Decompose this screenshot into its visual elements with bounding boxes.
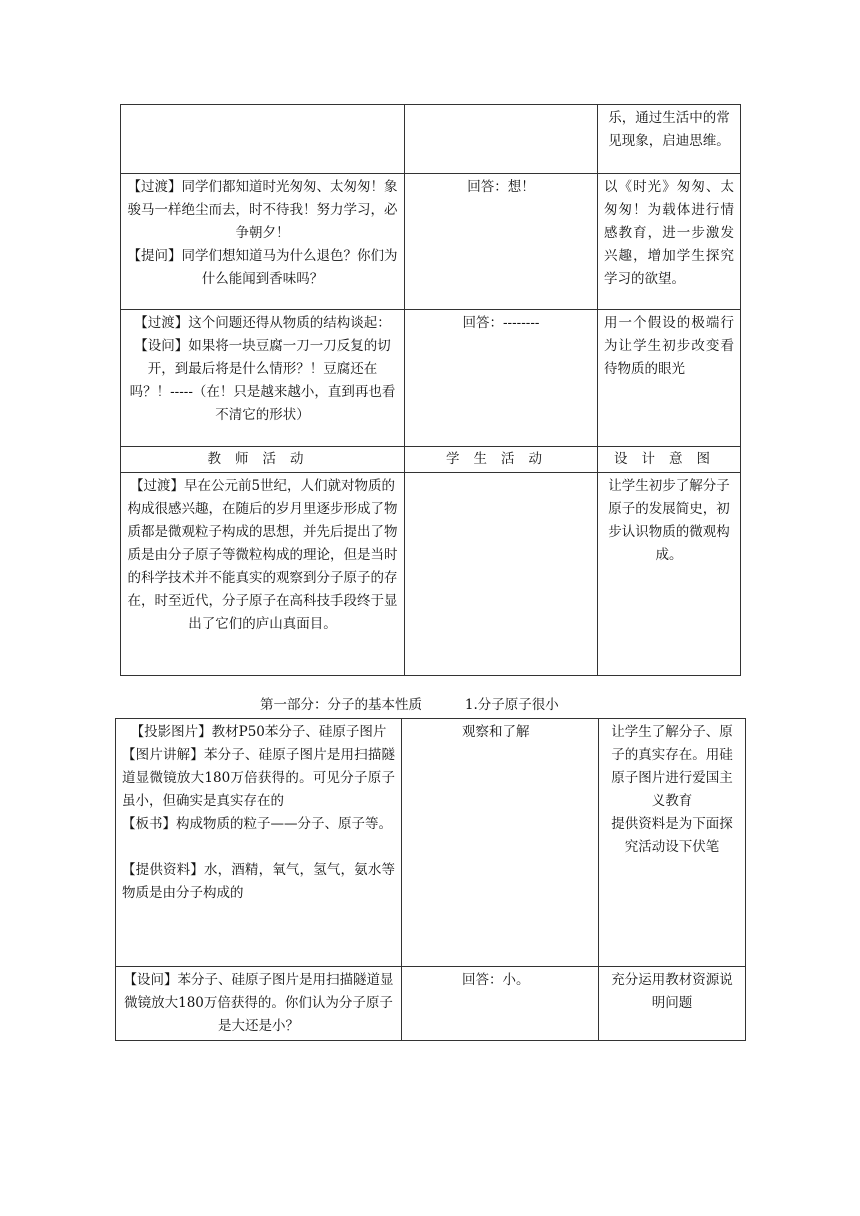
student-cell: 回答：-------- — [405, 310, 598, 447]
design-cell — [599, 719, 746, 967]
teacher-cell — [121, 105, 405, 174]
teacher-text: 【提问】同学们想知道马为什么退色？你们为什么能闻到香味吗？ — [127, 248, 398, 287]
table-row — [116, 719, 746, 967]
teacher-cell: 【过渡】早在公元前5世纪，人们就对物质的构成很感兴趣，在随后的岁月里逐步形成了物质都是微观粒子构成的思想，并先后提出了物质是由分子原子等微粒构成的理论，但是当时的科学技术并不能真实的观察到分子原子的存在，时至近代，分子原子在高科技手段终于显出了它们的庐山真面目。 — [121, 473, 405, 676]
table-row — [121, 174, 741, 310]
teacher-text: 【设问】如果将一块豆腐一刀一刀反复的切开，到最后将是什么情形？！豆腐还在吗？！-----（在！只是越来越小，直到再也看不清它的形状） — [129, 338, 396, 423]
teacher-cell — [121, 174, 405, 310]
design-cell: 以《时光》匆匆、太匆匆！为载体进行情感教育，进一步激发兴趣，增加学生探究学习的欲望。 — [598, 174, 741, 310]
design-text: 让学生了解分子、原子的真实存在。用硅原子图片进行爱国主义教育 — [611, 724, 733, 809]
design-cell: 充分运用教材资源说明问题 — [599, 967, 746, 1041]
student-cell — [402, 967, 599, 1041]
student-text: 回答：小。 — [462, 972, 530, 988]
student-text: 观察和了解 — [462, 724, 530, 740]
teacher-text — [122, 836, 395, 859]
design-cell: 用一个假设的极端行为让学生初步改变看待物质的眼光 — [598, 310, 741, 447]
section-heading: 第一部分：分子的基本性质 1.分子原子很小 — [260, 697, 559, 713]
lesson-table-2 — [115, 718, 746, 1041]
table-row — [121, 473, 741, 676]
design-text: 提供资料是为下面探究活动设下伏笔 — [611, 816, 733, 855]
teacher-text: 【过渡】同学们都知道时光匆匆、太匆匆！象骏马一样绝尘而去，时不待我！努力学习，必争朝夕！ — [127, 179, 398, 241]
column-header-student: 学生活动 — [405, 447, 598, 473]
teacher-text: 【投影图片】教材P50苯分子、硅原子图片 — [130, 724, 387, 740]
column-header-teacher: 教师活动 — [121, 447, 405, 473]
teacher-text: 【板书】构成物质的粒子——分子、原子等。 — [122, 816, 392, 832]
table-row — [121, 310, 741, 447]
table-row — [121, 105, 741, 174]
student-cell: 回答：想！ — [405, 174, 598, 310]
lesson-table-1 — [120, 104, 741, 676]
column-header-design: 设计意图 — [598, 447, 741, 473]
teacher-cell — [121, 310, 405, 447]
teacher-text: 【提供资料】水，酒精，氧气，氢气，氨水等物质是由分子构成的 — [122, 862, 395, 901]
design-cell: 乐，通过生活中的常见现象，启迪思维。 — [598, 105, 741, 174]
teacher-cell — [116, 719, 402, 967]
student-cell — [405, 105, 598, 174]
student-cell — [402, 719, 599, 967]
table-header-row — [121, 447, 741, 473]
teacher-text: 【图片讲解】苯分子、硅原子图片是用扫描隧道显微镜放大180万倍获得的。可见分子原子虽小，但确实是真实存在的 — [122, 747, 395, 809]
table-row — [116, 967, 746, 1041]
student-cell — [405, 473, 598, 676]
design-cell: 让学生初步了解分子原子的发展简史，初步认识物质的微观构成。 — [598, 473, 741, 676]
teacher-text: 【过渡】这个问题还得从物质的结构谈起： — [134, 315, 391, 331]
teacher-cell: 【设问】苯分子、硅原子图片是用扫描隧道显微镜放大180万倍获得的。你们认为分子原子是大还是小？ — [116, 967, 402, 1041]
